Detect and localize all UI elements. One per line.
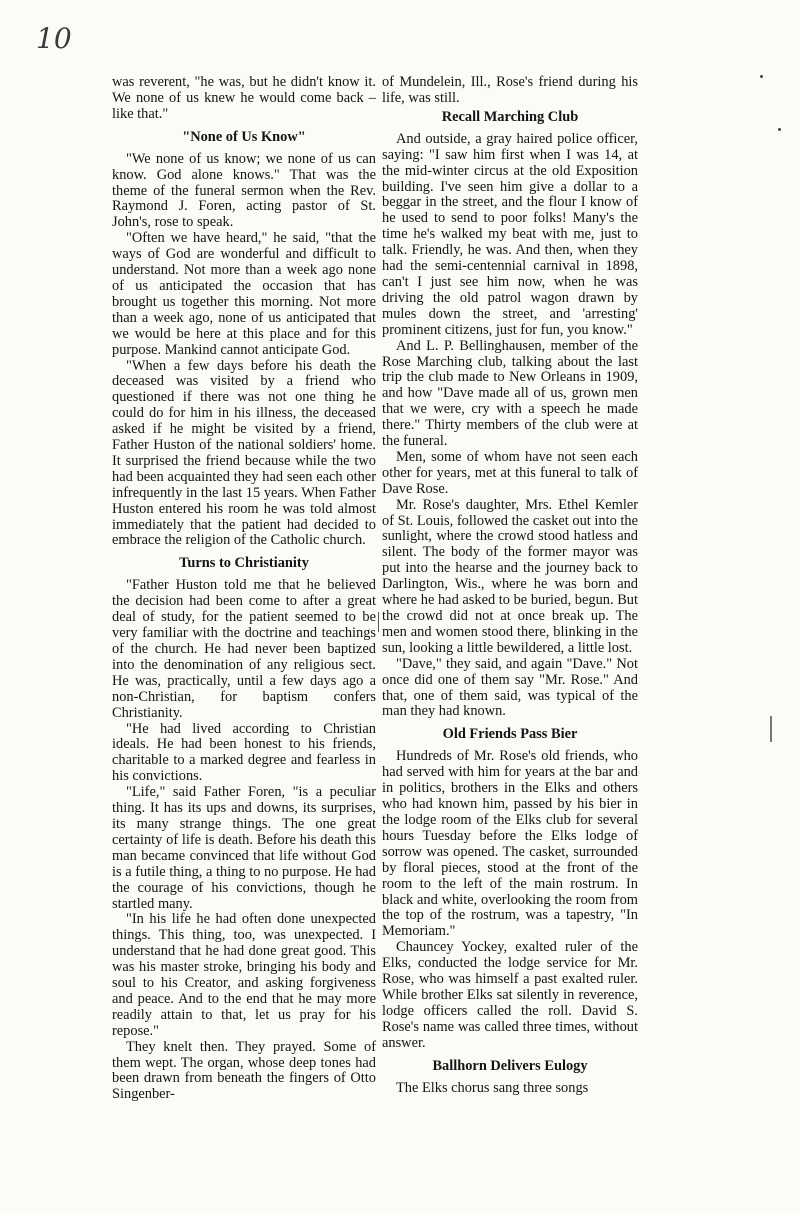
left-column [112,75,376,1103]
paragraph: "He had lived according to Christian ideals. He had been honest to his friends, charitable to a marked degree and fearless in his convictions. [112,720,376,785]
paragraph: And outside, a gray haired police officer, saying: "I saw him first when I was 14, at the mid-winter circus at the old Exposition building. I've seen him give a dollar to a beggar in the street, and the flour I know of he used to send to poor folks! Many's the time he's walked my beat with me, just to talk. Friendly, he was. And then, when they had the semi-centennial carnival in 1898, can't I just see him now, when he was driving the old patrol wagon drawn by mules down the street, and 'arresting' prominent citizens, just for fun, you know." [382,130,638,338]
column-divider [378,612,379,632]
heading-old-friends-pass-bier: Old Friends Pass Bier [442,726,578,743]
paragraph: "Often we have heard," he said, "that the ways of God are wonderful and difficult to understand. Not more than a week ago none of us anticipated the occasion that has brought us together this morning. Not more than a week ago, none of us anticipated that we would be here at this place and for this purpose. Mankind cannot anticipate God. [112,230,376,358]
paragraph: And L. P. Bellinghausen, member of the Rose Marching club, talking about the last trip the club made to New Orleans in 1909, and how "Dave made all of us, grown men that we were, cry with a speech he made there." Thirty members of the club were at the funeral. [382,337,638,450]
paragraph: "Father Huston told me that he believed the decision had been come to after a great deal of study, for the patient seemed to be very familiar with the doctrine and teachings of the church. He had never been baptized into the denomination of any religious sect. He was, practically, until a few days ago a non-Christian, for baptism confers Christianity. [112,577,376,721]
paragraph: They knelt then. They prayed. Some of them wept. The organ, whose deep tones had been drawn from beneath the fingers of Otto Singenber- [112,1038,376,1103]
paragraph: "In his life he had often done unexpected things. This thing, too, was unexpected. I understand that he had done great good. This was his master stroke, bringing his body and soul to his Creator, and asking forgiveness and peace. And to the end that he may more readily attain to that, let us pray for his repose." [112,911,376,1039]
paragraph: The Elks chorus sang three songs [396,1079,589,1096]
scan-speck [778,128,781,131]
scan-speck [760,75,763,78]
right-column [382,75,638,1096]
right-intro-paragraph: of Mundelein, Ill., Rose's friend during his life, was still. [382,74,638,106]
paragraph: "We none of us know; we none of us can know. God alone knows." That was the theme of the funeral sermon when the Rev. Raymond J. Foren, acting pastor of St. John's, rose to speak. [112,150,376,231]
heading-none-of-us-know: "None of Us Know" [182,128,306,145]
paragraph: "Life," said Father Foren, "is a peculiar thing. It has its ups and downs, its surprises, its many strange things. The one great certainty of life is death. Before his death this man became convinced that life without God is a futile thing, a thing to no purpose. He had the courage of his convictions, though he startled many. [112,784,376,912]
heading-ballhorn-delivers-eulogy: Ballhorn Delivers Eulogy [432,1057,588,1074]
margin-scan-mark [770,716,772,742]
paragraph: "When a few days before his death the deceased was visited by a friend who questioned if there was not one thing he could do for him in his illness, the deceased asked if he might be visited by a friend, Father Huston of the national soldiers' home. It surprised the friend because while the two had been acquainted they had seen each other infrequently in the last 15 years. When Father Huston entered his room he was told almost immediately that the patient had decided to embrace the religion of the Catholic church. [112,357,376,549]
heading-turns-to-christianity: Turns to Christianity [179,555,309,572]
paragraph: Men, some of whom have not seen each other for years, met at this funeral to talk of Dave Rose. [382,448,638,497]
paragraph: Chauncey Yockey, exalted ruler of the Elks, conducted the lodge service for Mr. Rose, who was himself a past exalted ruler. While brother Elks sat silently in reverence, lodge officers called the roll. David S. Rose's name was called three times, without answer. [382,939,638,1051]
heading-recall-marching-club: Recall Marching Club [441,108,579,125]
left-intro-paragraph: was reverent, "he was, but he didn't know it. We none of us knew he would come back – like that." [112,74,376,122]
paragraph: Hundreds of Mr. Rose's old friends, who had served with him for years at the bar and in politics, brothers in the Elks and others who had known him, passed by his bier in the lodge room of the Elks club for several hours Tuesday before the Elks lodge of sorrow was opened. The casket, surrounded by floral pieces, stood at the front of the room to the left of the main rostrum. In black and white, overlooking the room from the top of the rostrum, was a tapestry, "In Memoriam." [382,748,638,940]
paragraph: Mr. Rose's daughter, Mrs. Ethel Kemler of St. Louis, followed the casket out into the sunlight, where the crowd stood hatless and silent. The body of the former mayor was put into the hearse and the journey back to Darlington, Wis., where he was born and where he had asked to be buried, begun. But the crowd did not at once break up. The men and women stood there, blinking in the sun, looking a little bewildered, a little lost. [382,496,638,656]
paragraph: "Dave," they said, and again "Dave." Not once did one of them say "Mr. Rose." And that, one of them said, was typical of the man they had known. [382,655,638,720]
page-number: 10 [36,22,72,55]
